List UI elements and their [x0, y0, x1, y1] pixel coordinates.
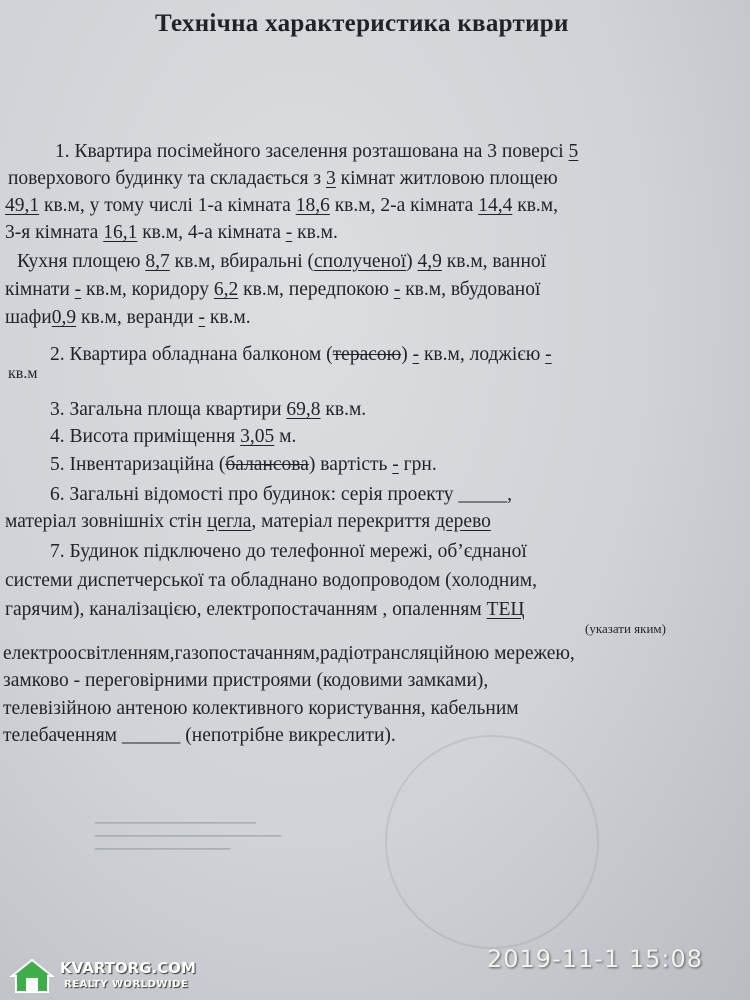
faded-stamp-circle: [385, 735, 599, 949]
p5-line: 5. Інвентаризаційна (балансова) вартість - грн.: [50, 454, 437, 475]
p6-line1: 6. Загальні відомості про будинок: серія проекту _____,: [50, 484, 513, 505]
faded-bleedthrough-text: ▁▁▁▁▁▁▁▁▁▁▁▁▁▁▁▁▁▁▁ ▁▁▁▁▁▁▁▁▁▁▁▁▁▁▁▁▁▁▁▁▁▁ ▁▁▁▁▁▁▁▁▁▁▁▁▁▁▁▁: [95, 812, 282, 850]
p1-line6: кімнати - кв.м, коридору 6,2 кв.м, передпокою - кв.м, вбудованої: [5, 279, 541, 300]
p1-line7: шафи0,9 кв.м, веранди - кв.м.: [5, 307, 251, 328]
p1-line4: 3-я кімната 16,1 кв.м, 4-а кімната - кв.м.: [5, 222, 338, 243]
p1-line3: 49,1 кв.м, у тому числі 1-а кімната 18,6 кв.м, 2-а кімната 14,4 кв.м,: [5, 195, 558, 216]
p7-line5: замково - переговірними пристроями (кодовими замками),: [3, 670, 489, 691]
document-title: Технічна характеристика квартири: [155, 10, 569, 37]
watermark-logo: [8, 956, 208, 996]
p7-line2: системи диспетчерської та обладнано водопроводом (холодним,: [5, 570, 537, 591]
p7-line3: гарячим), каналізацією, електропостачанням , опаленням ТЕЦ: [5, 599, 525, 620]
p1-line1: 1. Квартира посімейного заселення розташована на 3 поверсі 5: [55, 141, 579, 162]
p7-line1: 7. Будинок підключено до телефонної мережі, об’єднаної: [50, 541, 527, 562]
p4-line: 4. Висота приміщення 3,05 м.: [50, 426, 297, 447]
p7-line4: електроосвітленням,газопостачанням,радіотрансляційною мережею,: [3, 643, 575, 664]
p7-hint: (указати яким): [585, 621, 666, 636]
p2-line1: 2. Квартира обладнана балконом (терасою) - кв.м, лоджією -: [50, 344, 552, 365]
logo-name: KVARTORG.COM: [60, 959, 196, 977]
p7-line7: телебаченням ______ (непотрібне викреслити).: [3, 725, 396, 746]
p6-line2: матеріал зовнішніх стін цегла, матеріал перекриття дерево: [5, 511, 491, 532]
photo-timestamp: 2019-11-1 15:08: [487, 945, 703, 973]
logo-tagline: REALTY WORLDWIDE: [64, 979, 189, 990]
p3-line: 3. Загальна площа квартири 69,8 кв.м.: [50, 399, 367, 420]
house-icon: [8, 956, 56, 996]
p7-line6: телевізійною антеною колективного користування, кабельним: [3, 698, 519, 719]
p1-line2: поверхового будинку та складається з 3 кімнат житловою площею: [8, 168, 558, 189]
p1-line5: Кухня площею 8,7 кв.м, вбиральні (сполученої) 4,9 кв.м, ванної: [17, 251, 547, 272]
p2-line2: кв.м: [8, 365, 38, 382]
